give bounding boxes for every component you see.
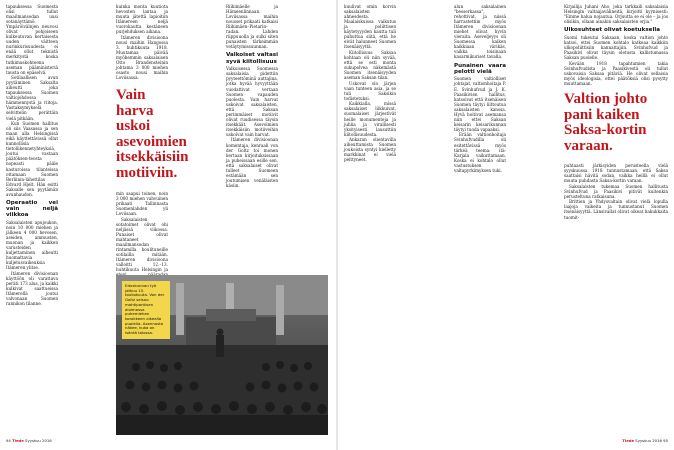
paragraph: Saksalaisten apujoukon, noin 10 000 miehen ja jälkeen 4 000 hevosen, aseiden, ammusten, muonan ja kaikken varusteiden kuljettaminen aiheutti huomattavia kuljetusvaikeuksia Itämeren ylitse. [6,219,58,271]
page-number: 94 [6,438,11,443]
photo-caption: Eduskunnan työ jatkuu 15. toukokuuta. Von der Goltz seisoo mahtipontisen aloimassa puhemiehen korokkeen oikealla puolella. Asennosta näkee, kuka on isäntä talossa. [122,281,170,339]
paragraph: Sotilaallisen avun pyytäminen Saksalta aiheutti joka tapauksessa Suomen valtiojohdossa hämmennystä ja riitoja. Vastaksymykselä selvittelin perättäin vielä pitkään. [6,75,58,121]
paragraph: Kaikkialla, missä saksalaiset liikkuivat, suomalaiset järjestivät heille monumenteja ja juhlia ja virallisesti yksityisesti lausuttiin kiitollisuudesta. [344,101,396,137]
column-5 [454,4,506,436]
paragraph: Itämeren divisioonan komentaja, kenraali von der Goltz toi monen kertaan kirjoituksissaan ja puheissaan esille sen, että saksalaiset olivat tulleet Suomeen estämään sen joutumisen venäläisten käsiin. [226,137,278,188]
subheading: Operaatio vei vain neljä viikkoa [6,199,58,219]
footer-left [6,438,52,443]
paragraph: Riihimäelle ja Hämeenlinnaan. Loviisassa maihin nousset prikaati katkaisi Riihimäen–Pietarin-radan. Lahden riippuuolla ja sulki siten punaisten tärkeimmän vetäytymissuunnan. [226,4,278,50]
paragraph: Kevään 1918 tapahtumien takia Svinhufvudista ja Paasikivestä oli tullut uskovaisia Saksaa pitäviä. He olivat sellaisia myös ideologisia, ettei päätöksiä olisi pysytty muuttamaan. [564,60,668,86]
column-1 [6,4,58,436]
paragraph: Suomi tukeutui Saksaan, koska valtion johto katsoi, ettei Suomen kohtalo katkeaa kaikkiin ulkopoliittisiin kannattajiin. Svinhufvud ja Paasikivi olivat täysin oletusta kallistumassa Saksan puolelle. [564,34,668,61]
pull-quote: Valtion johto pani kaiken Saksa-kortin varaan. [564,90,648,155]
subheading: Punainen vaara pelotti vielä [454,62,506,75]
column-6 [564,4,668,436]
paragraph: Ankaran olientavilla aiheuttamista Suomen joukoista syntyi kielletty markkinat ei vielä peittyneet. [344,137,396,163]
paragraph: Itämeren divisioonan käyttöön oli varattava peräti 173 alus, ja kaikki kulkivat saattueissa Itämerellä joutui valvonaan Suomen rannikon tilanne. [6,270,59,307]
footer-right [622,438,668,443]
paragraph: alun saksalainen "besserkassa", rehottivat, ja niissä harrastettiin myös Itämeren divisioonan miehet olivat hyvin vieraita. Aseveljeyys oli Suomessa kaiken kaikkiaan värikäs, vaikka toisinaan kasarmikuriset tavalla. [454,4,506,60]
paragraph: Suomen valtiolliset johtajat, valtionhoitaja P. E. Svinhufvud ja J. K. Paasikivien hallitus, katsoivat että itsenäisen Suomen täytyi liittoutua saksalaisten kanssa. Hyvä hoitivat asemansa niin ettei Saksan keisarin keisarikunnan täytyi tuoda vapaaksi. [454,76,506,132]
paragraph: kuulivat omin korvin saksalaisten ahnesdesta. Maalaiskuissa vaikutus ja poliittisen käytetyyyden kautta tuli puhuttua siitä, että he eivät halunneet Suomen itsenäisyyttä. [344,4,396,50]
pull-quote: Vain harva uskoi asevoimien itsekkäisiin motiiviin. [116,87,189,181]
page-number: 95 [663,438,668,443]
issue-date: Syyskuu 2016 [635,438,662,443]
column-2 [116,4,189,273]
issue-date: Syyskuu 2016 [25,438,52,443]
column-4 [344,4,396,436]
paragraph: Kiitollisuus Saksaa kohtaan oli niin syvää, että se esti monta sukupolvea näkemästä Suomen itsenäisyyden aseman Saksan tilan. [344,49,396,81]
page-gutter [336,0,338,450]
paragraph: Valkoisessa Suomessa saksalaisia pidettiin pyyteettöminä auttajina, jotka hyvää hyvyyttään vuodattivat vertaan Suomen vapauden puolesta. Vain harvat uskoivat saksalaisten, että Saksan perimmäiset motiivit olivat ruudisessa täysin itsekkäät. Asevoimien itsekkäisiin motiiveihin uskoivat vain harvat. [226,66,278,137]
paragraph: Brittien ja Yhdysvaltain olivat vielä lopulla laajoja vaikeita ja tunnustanut Suomen itsenäisyyttä. Länsivallat olivat oikeat hakukkaita tuomit- [564,199,668,220]
paragraph: kuinka monta kuutiota hevosten lantaa ja muuta jätettä lapioitiin Itämereen neljä vuorokautta kestäneen purjehduksen aikana. [116,4,168,35]
paragraph: min saapui toinen, noin 3 000 miehen vahvuinen prikaati Tallinnasta Suomenlahden yli Loviisaan. [116,191,168,217]
paragraph: Itämeren divisioona nousi maihin Hangossa 3. huhtikuuta 1918. Muutamaa päivää myöhemmin saksalaisen Otto Brandensteinin johtama 3 000 miehen osasto nousi maihin Loviisassa. [116,34,168,81]
paragraph: tapauksessa Suomesta olisi tullut maailmansodan uusi sotanäyttämö. Ympäröivälnjen neuvosi olivat pohjoiseen kulkeutuvan kertaisesta uuden väitteen nurinkurisuudesta ei enää ollut teknistä merkitystä koska tutkimuskohteena aseman pääministeriä tausta on epäselvä. [6,4,58,75]
historical-photo [116,275,328,435]
subheading: Ulkosuhteet olivat koetuksella [564,27,661,34]
paragraph: Uskovat olo järjen vaan tunteen asia, ja se tuli Saksikin todistetuksi. [344,80,396,101]
paragraph: Saksalaisten tukemaa Suomen hallitusta Svinhufvud ja Paasikivi pitivät kuitenkin perusteltuna ratkaisuna. [564,183,668,199]
paragraph: Saksalaisten sotatoimet olivat ohi neljässä viikossa. Punaiset olivat mahtaneet maailmansodan rintamilla koulituneille sotilailla mitään. Itämeren divisioona valloitti 12.–13. huhtikuuta Helsingin ja [116,216,168,273]
subheading: Valkoiset valtasi syvä kiitollisuus [226,52,278,65]
paragraph: Erään valtionhoitaja Svinhufvudilla oli esitettävissä myös tärkeä teema: itä-Karjala vaikuttamaan. Koska ei kohtalo ollut vastustuksen valtapyrkimyksen tuki. [454,132,506,173]
paragraph: Kun Suomen hallitus oli siis Vaasassa ja sen maan alla Helsingissä eikä käyttettävissä ollut kunnollisia tietoliikennetyhteyksiä, joutui vastaan päätöksen-teosta nopeasti pääle kasturoissa tilanteissa ottamaan Suomen Berliinin-lähettilas Edvard Hjelt. Hän esitti Saksalle sen pyytämän avunhaudon. [6,121,58,197]
paragraph: puhtaasti järkisyiden perusteella vielä syyskuussa 1918 tunnustamaan, että Saksa saattaisi hävitä sodan, vaikka heillä ei ollut muuta puhdasta Saksa-kortin varaan. [564,163,668,184]
magazine-name: Tiede [12,438,24,443]
column-3 [226,4,278,270]
paragraph: Kirjailija Juhani Aho, joka tarkkaili saksalaisia Helsingin valtaajavälineitä, kirjoitti kyynisesti: "Emme halua nojautua. Orjuutta se ei ole – ja jos olisikin, ollaan ainakin saksalaisten orjia." [564,4,668,25]
magazine-name: Tiede [622,438,635,443]
